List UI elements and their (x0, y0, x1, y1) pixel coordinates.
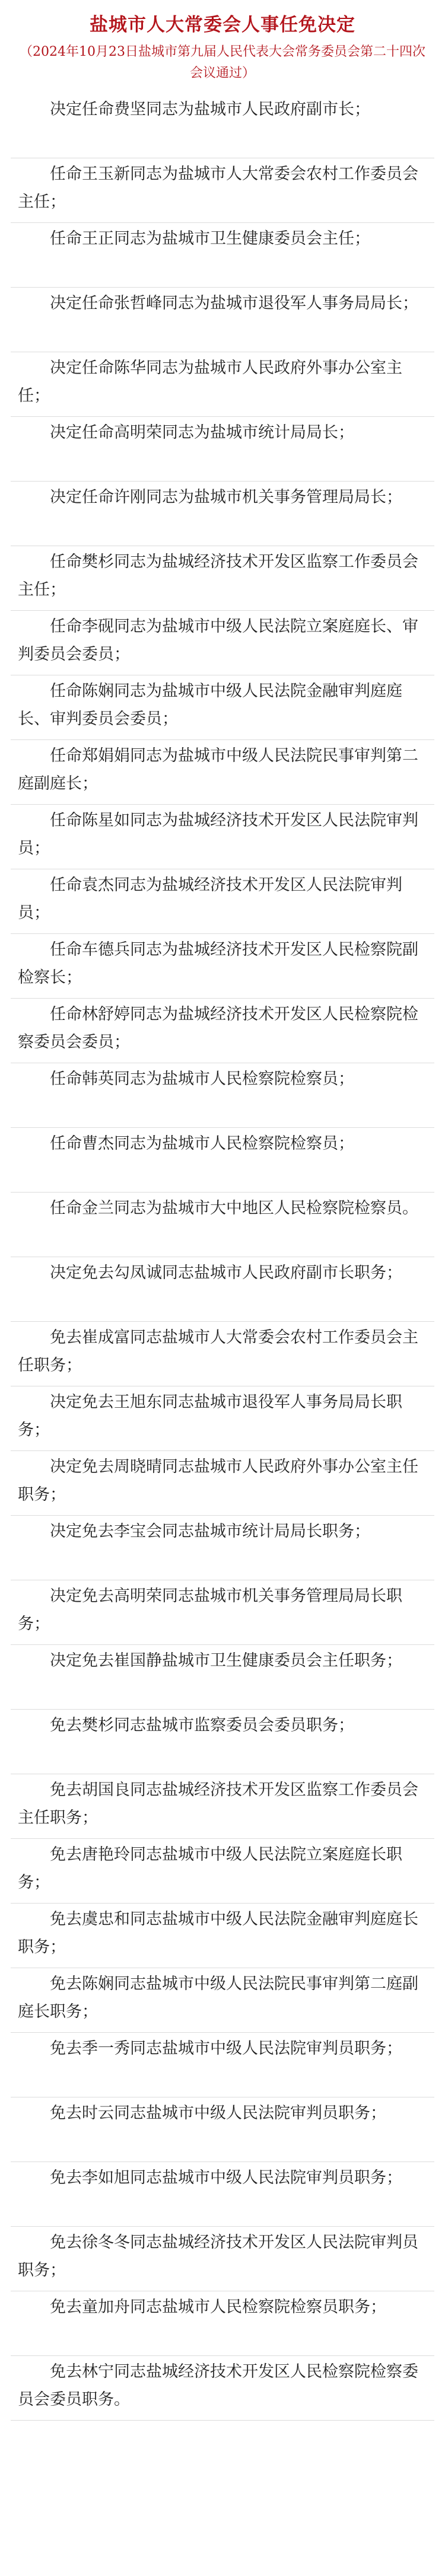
decision-item: 免去李如旭同志盐城市中级人民法院审判员职务； (11, 2162, 434, 2227)
decision-item: 任命曹杰同志为盐城市人民检察院检察员； (11, 1128, 434, 1193)
decision-item: 决定免去李宝会同志盐城市统计局局长职务； (11, 1516, 434, 1580)
document-subtitle: （2024年10月23日盐城市第九届人民代表大会常务委员会第二十四次会议通过） (20, 44, 425, 81)
decision-item: 决定任命张哲峰同志为盐城市退役军人事务局局长； (11, 288, 434, 352)
decision-item: 免去季一秀同志盐城市中级人民法院审判员职务； (11, 2033, 434, 2097)
decision-item: 免去林宁同志盐城经济技术开发区人民检察院检察委员会委员职务。 (11, 2356, 434, 2421)
decision-item: 任命王玉新同志为盐城市人大常委会农村工作委员会主任； (11, 158, 434, 223)
decision-item: 任命樊杉同志为盐城经济技术开发区监察工作委员会主任； (11, 546, 434, 611)
decision-item: 任命陈星如同志为盐城经济技术开发区人民法院审判员； (11, 805, 434, 869)
decision-item: 任命李砚同志为盐城市中级人民法院立案庭庭长、审判委员会委员； (11, 611, 434, 675)
decision-item: 免去徐冬冬同志盐城经济技术开发区人民法院审判员职务； (11, 2227, 434, 2291)
decision-item: 免去童加舟同志盐城市人民检察院检察员职务； (11, 2291, 434, 2356)
decision-item: 任命车德兵同志为盐城经济技术开发区人民检察院副检察长； (11, 934, 434, 999)
decision-item: 免去唐艳玲同志盐城市中级人民法院立案庭庭长职务； (11, 1839, 434, 1904)
decision-item: 免去陈娴同志盐城市中级人民法院民事审判第二庭副庭长职务； (11, 1968, 434, 2033)
decision-item: 决定任命费坚同志为盐城市人民政府副市长； (11, 94, 434, 158)
decision-item: 任命陈娴同志为盐城市中级人民法院金融审判庭庭长、审判委员会委员； (11, 675, 434, 740)
document-title: 盐城市人大常委会人事任免决定 (90, 14, 355, 36)
decision-item: 决定免去勾凤诚同志盐城市人民政府副市长职务； (11, 1257, 434, 1322)
decision-item: 免去樊杉同志盐城市监察委员会委员职务； (11, 1710, 434, 1774)
decision-item: 免去时云同志盐城市中级人民法院审判员职务； (11, 2097, 434, 2162)
decision-item: 决定任命高明荣同志为盐城市统计局局长； (11, 417, 434, 482)
decision-item: 任命林舒婷同志为盐城经济技术开发区人民检察院检察委员会委员； (11, 999, 434, 1063)
decision-item: 决定免去崔国静盐城市卫生健康委员会主任职务； (11, 1645, 434, 1710)
decision-item: 决定免去周晓晴同志盐城市人民政府外事办公室主任职务； (11, 1451, 434, 1516)
decision-item: 任命郑娟娟同志为盐城市中级人民法院民事审判第二庭副庭长； (11, 740, 434, 805)
decision-item: 免去崔成富同志盐城市人大常委会农村工作委员会主任职务； (11, 1322, 434, 1386)
decision-item: 任命金兰同志为盐城市大中地区人民检察院检察员。 (11, 1193, 434, 1257)
decision-item: 决定免去高明荣同志盐城市机关事务管理局局长职务； (11, 1580, 434, 1645)
decision-item: 任命韩英同志为盐城市人民检察院检察员； (11, 1063, 434, 1128)
decision-list (11, 94, 434, 2421)
decision-item: 决定免去王旭东同志盐城市退役军人事务局局长职务； (11, 1386, 434, 1451)
decision-item: 决定任命陈华同志为盐城市人民政府外事办公室主任； (11, 352, 434, 417)
decision-item: 决定任命许刚同志为盐城市机关事务管理局局长； (11, 482, 434, 546)
decision-item: 任命王正同志为盐城市卫生健康委员会主任； (11, 223, 434, 288)
decision-item: 免去胡国良同志盐城经济技术开发区监察工作委员会主任职务； (11, 1774, 434, 1839)
decision-item: 免去虞忠和同志盐城市中级人民法院金融审判庭庭长职务； (11, 1904, 434, 1968)
decision-item: 任命袁杰同志为盐城经济技术开发区人民法院审判员； (11, 869, 434, 934)
